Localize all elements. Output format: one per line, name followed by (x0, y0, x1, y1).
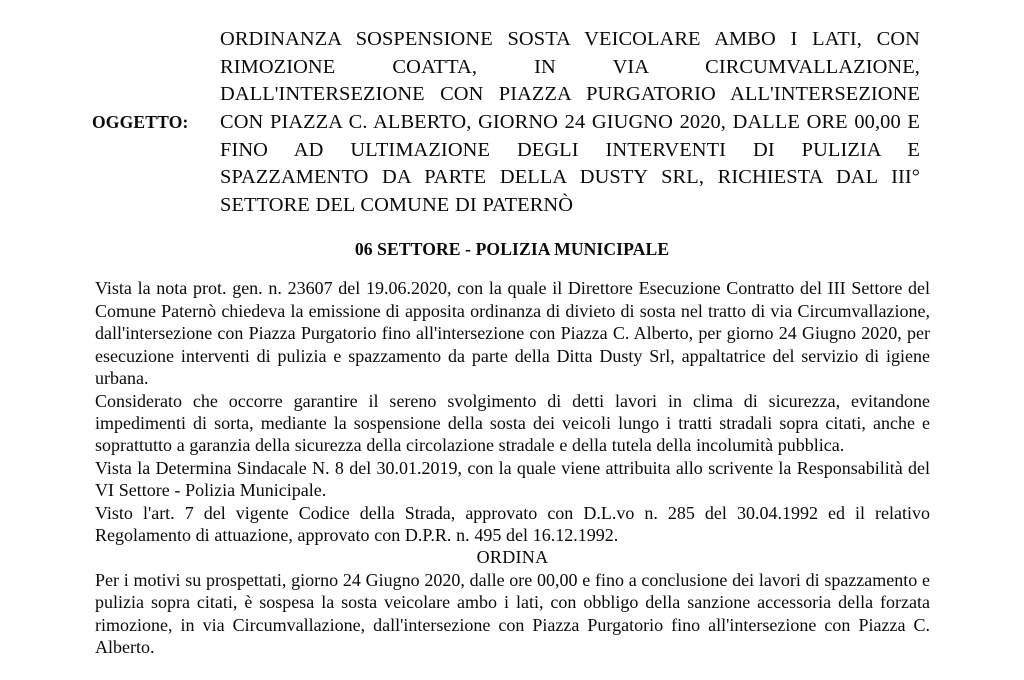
subject-title-cell (220, 26, 1024, 219)
document-body (0, 277, 1024, 658)
paragraph-vista-determina: Vista la Determina Sindacale N. 8 del 30.01.2019, con la quale viene attribuita allo scrivente la Responsabilità del VI Settore - Polizia Municipale. (95, 457, 930, 501)
paragraph-considerato: Considerato che occorre garantire il sereno svolgimento di detti lavori in clima di sicurezza, evitandone impedimenti di sorta, mediante la sospensione della sosta dei veicoli lungo i tratti stradali sopra citati, anche e soprattutto a garanzia della sicurezza della circolazione stradale e della tutela della incolumità pubblica. (95, 390, 930, 456)
paragraph-dispositivo: Per i motivi su prospettati, giorno 24 Giugno 2020, dalle ore 00,00 e fino a conclusione dei lavori di spazzamento e pulizia sopra citati, è sospesa la sosta veicolare ambo i lati, con obbligo della sanzione accessoria della forzata rimozione, in via Circumvallazione, dall'intersezione con Piazza Purgatorio fino all'intersezione con Piazza C. Alberto. (95, 569, 930, 657)
department-heading: 06 SETTORE - POLIZIA MUNICIPALE (354, 239, 670, 260)
subject-label-cell (0, 112, 220, 133)
ordinance-title: ORDINANZA SOSPENSIONE SOSTA VEICOLARE AMBO I LATI, CON RIMOZIONE COATTA, IN VIA CIRCUMVALLAZIONE, DALL'INTERSEZIONE CON PIAZZA PURGATORIO ALL'INTERSEZIONE CON PIAZZA C. ALBERTO, GIORNO 24 GIUGNO 2020, DALLE ORE 00,00 E FINO AD ULTIMAZIONE DEGLI INTERVENTI DI PULIZIA E SPAZZAMENTO DA PARTE DELLA DUSTY SRL, RICHIESTA DAL III° SETTORE DEL COMUNE DI PATERNÒ (220, 28, 920, 216)
subject-block (0, 0, 1024, 219)
paragraph-vista-nota: Vista la nota prot. gen. n. 23607 del 19.06.2020, con la quale il Direttore Esecuzione Contratto del III Settore del Comune Paternò chiedeva la emissione di apposita ordinanza di divieto di sosta nel tratto di via Circumvallazione, dall'intersezione con Piazza Purgatorio fino all'intersezione con Piazza C. Alberto, per giorno 24 Giugno 2020, per esecuzione interventi di pulizia e spazzamento da parte della Ditta Dusty Srl, appaltatrice del servizio di igiene urbana. (95, 278, 930, 389)
ordina-heading: ORDINA (476, 547, 549, 568)
subject-label: OGGETTO: (92, 112, 189, 133)
paragraph-visto-art7: Visto l'art. 7 del vigente Codice della Strada, approvato con D.L.vo n. 285 del 30.04.1992 ed il relativo Regolamento di attuazione, approvato con D.P.R. n. 495 del 16.12.1992. (95, 502, 930, 545)
